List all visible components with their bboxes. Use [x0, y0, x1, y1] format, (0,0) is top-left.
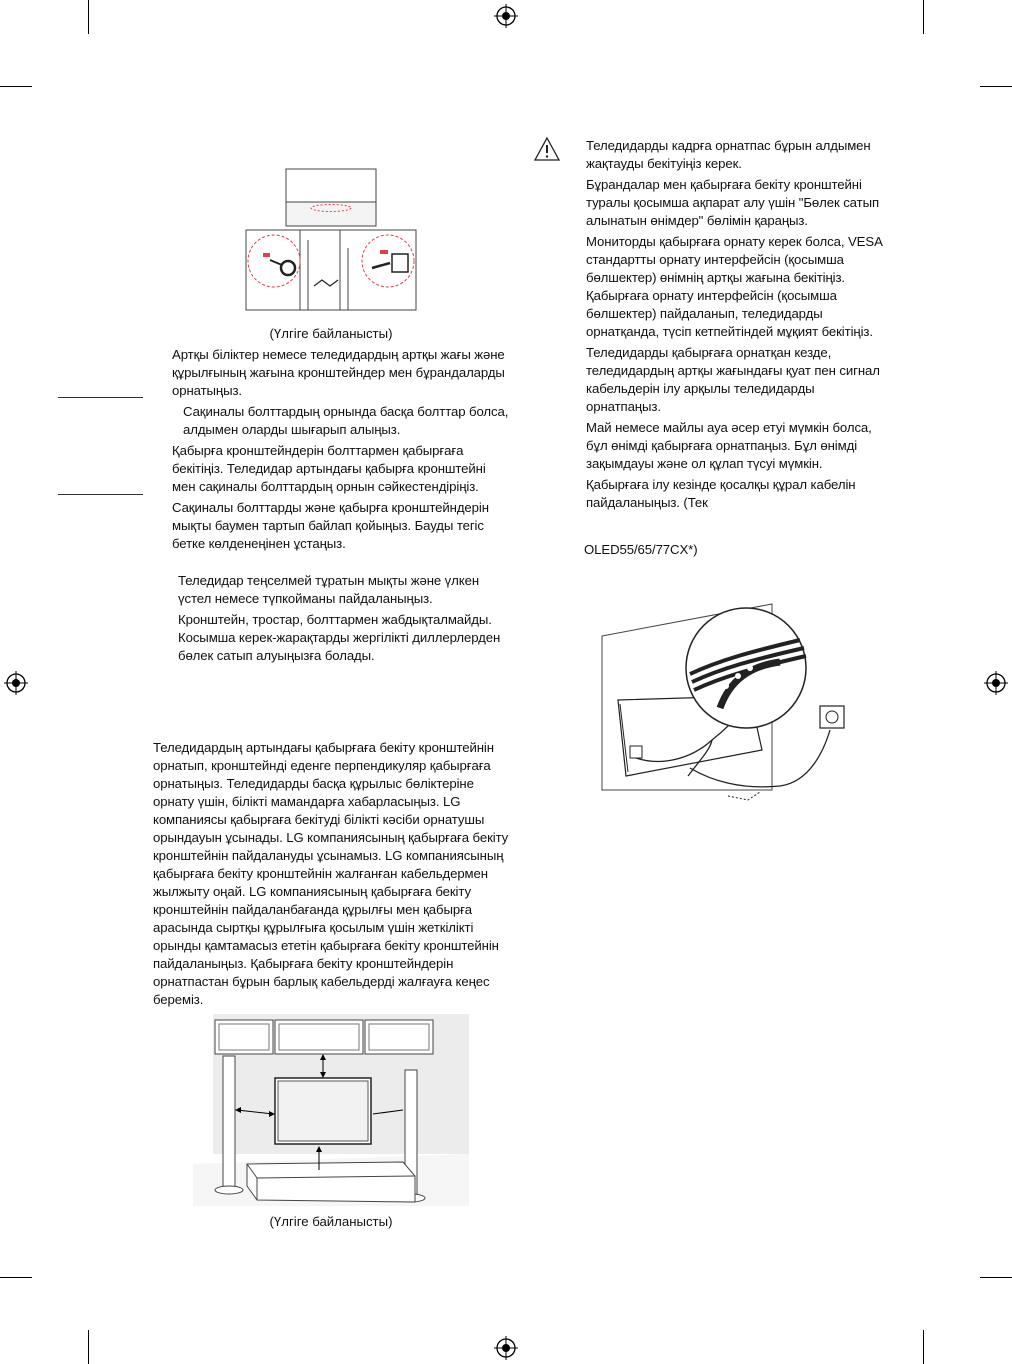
crop-mark — [923, 0, 924, 34]
warning-text: Бұрандалар мен қабырғаға бекіту кронштейні туралы қосымша ақпарат алу үшін "Бөлек сатып алынатын өнімдер" бөлімін қараңыз. — [586, 177, 879, 228]
cable-holder-illustration — [600, 600, 864, 810]
crop-mark — [88, 1330, 89, 1364]
crop-mark — [88, 0, 89, 34]
note-text: Теледидар теңселмей тұратын мықты және үлкен үстел немесе түпкойманы пайдаланыңыз. — [178, 573, 479, 606]
registration-mark-icon — [494, 4, 518, 28]
crop-mark — [980, 1277, 1012, 1278]
warnings-list — [586, 137, 886, 515]
note-text: Кронштейн, тростар, болттармен жабдықталмайды. Косымша керек-жарақтарды жергілікті диллерлерден бөлек сатып алуыңызға болады. — [178, 612, 501, 663]
crop-mark — [980, 86, 1012, 87]
step-text: Қабырға кронштейндерін болттармен қабырғаға бекітіңіз. Теледидар артындағы қабырға кронштейні мен сақиналы болттардың орнын сәйкестендіріңіз. — [172, 443, 486, 494]
warning-text: Мониторды қабырғаға орнату керек болса, VESA стандартты орнату интерфейсін (қосымша бөлшектер) өнімнің артқы жағына бекітіңіз. Қабырғаға орнату интерфейсін (қосымша бөлшектер) пайдаланып, теледидарды орнатқанда, түсіп кетпейтіндей мұқият бекітіңіз. — [586, 234, 883, 339]
margin-rule — [58, 494, 143, 495]
warning-text: Май немесе майлы ауа әсер етуі мүмкін болса, бұл өнімді қабырғаға орнатпаңыз. Бұл өнімді зақымдауы және ол құлап түсуі мүмкін. — [586, 420, 872, 471]
notes-list — [178, 572, 508, 668]
crop-mark — [0, 1277, 32, 1278]
crop-mark — [923, 1330, 924, 1364]
warning-text: Қабырғаға ілу кезінде қосалқы құрал кабелін пайдаланыңыз. (Тек — [586, 477, 856, 510]
registration-mark-icon — [494, 1336, 518, 1360]
margin-rule — [58, 397, 143, 398]
crop-mark — [0, 86, 32, 87]
registration-mark-icon — [4, 671, 28, 695]
figure-caption: (Үлгіге байланысты) — [269, 1214, 393, 1229]
wall-mount-paragraph: Теледидардың артындағы қабырғаға бекіту кронштейнін орнатып, кронштейнді еденге перпендикуляр қабырғаға орнатыңыз. Теледидарды басқа құрылыс бөліктеріне орнату үшін, білікті мамандарға хабарласыңыз. LG компаниясы қабырғаға бекітуді білікті кәсіби орнатушы орындауын ұсынады. LG компаниясының қабырғаға бекіту кронштейнін пайдалануды ұсынамыз. LG компаниясының қабырғаға бекіту кронштейнін жалғанған кабельдермен жылжыту оңай. LG компаниясының қабырғаға бекіту кронштейнін пайдаланбағанда құрылғы мен қабырға арасында сыртқы құрылғыға қосылым үшін жеткілікті орынды қамтамасыз ететін қабырғаға бекіту кронштейнін пайдаланыңыз. Қабырғаға бекіту кронштейндерін орнатпастан бұрын барлық кабельдерді жалғауға кеңес береміз. — [153, 740, 509, 1007]
figure-caption: (Үлгіге байланысты) — [269, 326, 393, 341]
eye-bolt-bracket-illustration — [244, 168, 418, 312]
warning-text: Теледидарды қабырғаға орнатқан кезде, теледидардың артқы жағындағы қуат пен сигнал кабельдерін ілу арқылы теледидарды орнатпаңыз. — [586, 345, 880, 414]
step-text: Артқы білiктер немесе теледидардың артқы жағы және құрылғының жағына кронштейндер мен бұрандаларды орнатыңыз. — [172, 347, 505, 398]
step-subnote: Сақиналы болттардың орнында басқа болттар болса, алдымен оларды шығарып алыңыз. — [183, 404, 509, 437]
installation-steps — [172, 346, 512, 556]
registration-mark-icon — [984, 671, 1008, 695]
model-note: OLED55/65/77CX*) — [584, 542, 698, 557]
wall-mount-clearance-illustration — [193, 1014, 469, 1206]
warning-text: Теледидарды кадрға орнатпас бұрын алдымен жақтауды бекітуіңіз керек. — [586, 138, 871, 171]
caution-triangle-icon — [533, 136, 561, 162]
step-text: Сақиналы болттарды және қабырға кронштейндерін мықты баумен тартып байлап қойыңыз. Бауды тегіс бетке көлденеңінен ұстаңыз. — [172, 500, 489, 551]
